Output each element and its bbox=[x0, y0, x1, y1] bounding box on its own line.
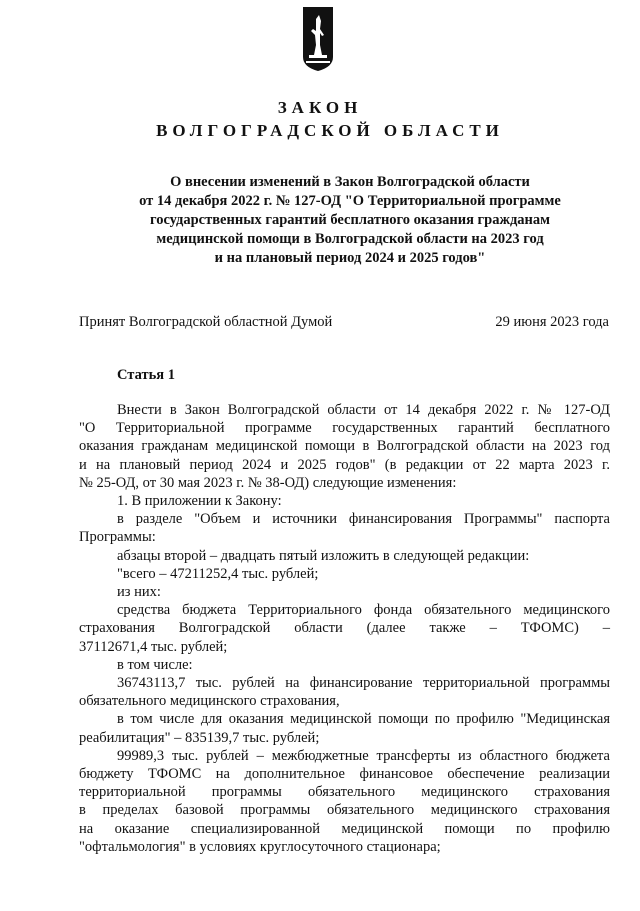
body-line: территориальной программы обязательного медицинского страхования bbox=[79, 784, 610, 801]
heading-line: О внесении изменений в Закон Волгоградской области bbox=[170, 174, 530, 190]
body-line: "О Территориальной программе государственных гарантий бесплатного bbox=[79, 420, 610, 437]
adopted-date: 29 июня 2023 года bbox=[495, 314, 609, 330]
body-line: "офтальмология" в условиях круглосуточного стационара; bbox=[79, 838, 441, 855]
law-title: ЗАКОН bbox=[277, 98, 363, 117]
body-line: из них: bbox=[117, 584, 161, 601]
body-line: оказания гражданам медицинской помощи в Волгоградской области на 2023 год bbox=[79, 438, 610, 455]
heading-line: медицинской помощи в Волгоградской области на 2023 год bbox=[156, 231, 544, 247]
heading-line: и на плановый период 2024 и 2025 годов" bbox=[214, 250, 486, 266]
body-line: 99989,3 тыс. рублей – межбюджетные трансферты из областного бюджета bbox=[117, 747, 610, 764]
body-line: в пределах базовой программы обязательного медицинского страхования bbox=[79, 802, 610, 819]
adopted-by: Принят Волгоградской областной Думой bbox=[79, 314, 333, 330]
body-line: № 25-ОД, от 30 мая 2023 г. № 38-ОД) следующие изменения: bbox=[79, 474, 457, 491]
heading-line: от 14 декабря 2022 г. № 127-ОД "О Территориальной программе bbox=[139, 193, 561, 209]
body-line: Программы: bbox=[79, 529, 156, 546]
body-line: реабилитация" – 835139,7 тыс. рублей; bbox=[79, 729, 320, 746]
body-line: в разделе "Объем и источники финансирования Программы" паспорта bbox=[117, 511, 610, 528]
body-line: 36743113,7 тыс. рублей на финансирование территориальной программы bbox=[117, 675, 610, 692]
body-line: на оказание специализированной медицинской помощи по профилю bbox=[79, 820, 610, 837]
body-line: "всего – 47211252,4 тыс. рублей; bbox=[117, 565, 319, 582]
body-line: в том числе: bbox=[117, 656, 193, 673]
volgograd-coat-of-arms-icon bbox=[301, 5, 335, 73]
law-region: ВОЛГОГРАДСКОЙ ОБЛАСТИ bbox=[156, 121, 504, 140]
body-line: средства бюджета Территориального фонда обязательного медицинского bbox=[117, 602, 610, 619]
body-line: и на плановый период 2024 и 2025 годов" (в редакции от 22 марта 2023 г. bbox=[79, 456, 610, 473]
body-line: в том числе для оказания медицинской помощи по профилю "Медицинская bbox=[117, 711, 610, 728]
law-heading bbox=[0, 173, 640, 268]
body-line: 37112671,4 тыс. рублей; bbox=[79, 638, 228, 655]
body-line: абзацы второй – двадцать пятый изложить в следующей редакции: bbox=[117, 547, 530, 564]
body-line: 1. В приложении к Закону: bbox=[117, 493, 282, 510]
body-line: страхования Волгоградской области (далее также – ТФОМС) – bbox=[79, 620, 610, 637]
body-line: обязательного медицинского страхования, bbox=[79, 693, 340, 710]
body-line: бюджету ТФОМС на дополнительное финансовое обеспечение реализации bbox=[79, 766, 610, 783]
heading-line: государственных гарантий бесплатного оказания гражданам bbox=[149, 212, 551, 228]
article-body bbox=[79, 401, 610, 856]
article-title: Статья 1 bbox=[117, 367, 175, 383]
body-line: Внести в Закон Волгоградской области от 14 декабря 2022 г. № 127-ОД bbox=[117, 402, 610, 418]
